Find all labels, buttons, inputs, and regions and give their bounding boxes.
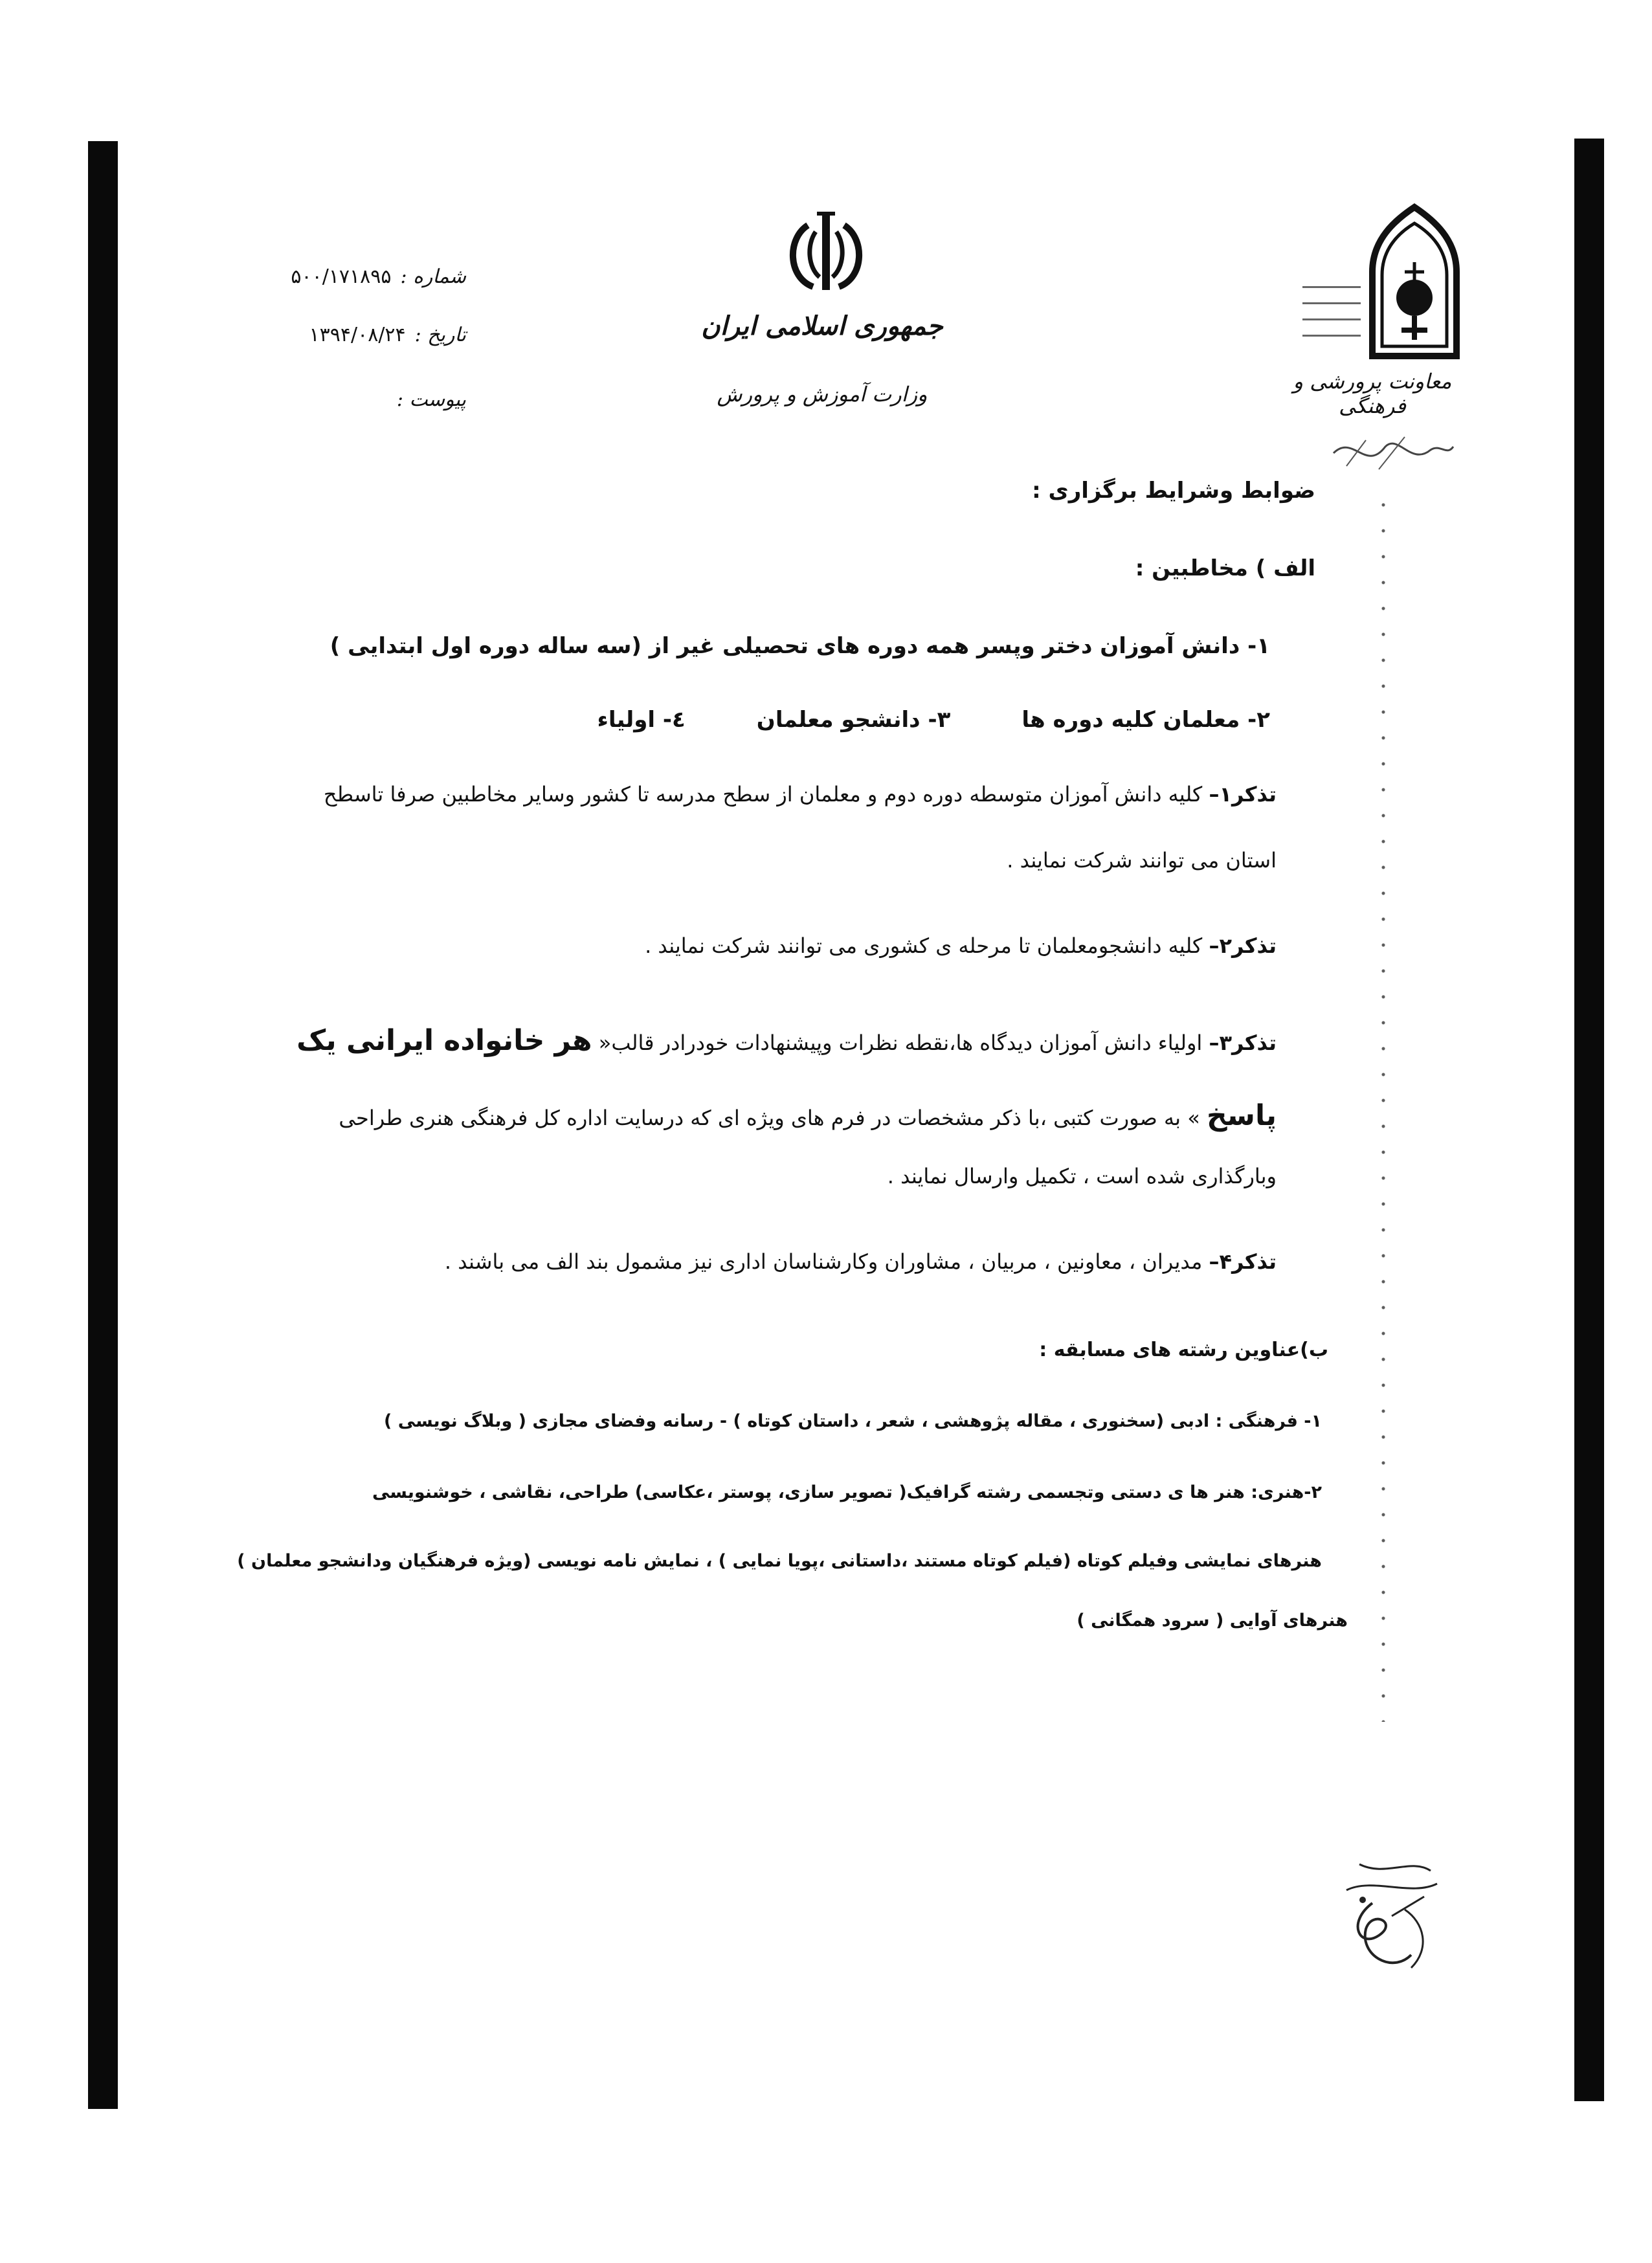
number-value: ۵۰۰/۱۷۱۸۹۵ [291,265,392,288]
letter-number [220,265,466,288]
note-3-line-2: » به صورت کتبی ،با ذکر مشخصات در فرم های ویژه ای که درسایت اداره کل فرهنگی هنری طراحی [339,1106,1200,1130]
note-3-line-1: اولیاء دانش آموزان دیدگاه ها،نقطه نظرات وپیشنهادات خودرادر قالب« [598,1031,1203,1055]
field-art-line-3: هنرهای آوایی ( سرود همگانی ) [1077,1611,1348,1631]
deputy-name: معاونت پرورشی و فرهنگی [1293,369,1452,418]
audience-item-4: ٤- اولیاء [597,707,686,733]
logo-caption-lines [1302,272,1361,351]
date-value: ۱۳۹۴/۰۸/۲۴ [309,324,406,346]
note-2 [176,933,1277,958]
note-1-line-2: استان می توانند شرکت نمایند . [1007,848,1277,873]
letter-attachment [220,388,466,411]
section-b-heading: ب)عناوین رشته های مسابقه : [1039,1339,1328,1361]
note-3-line-2-row [163,1099,1277,1132]
attachment-label: پیوست : [396,388,466,411]
audience-item-1: ۱- دانش آموزان دختر وپسر همه دوره های تحصیلی غیر از (سه ساله دوره اول ابتدایی ) [329,633,1270,659]
note-2-text: کلیه دانشجومعلمان تا مرحله ی کشوری می توانند شرکت نمایند . [645,933,1203,958]
scan-edge-left [88,141,118,2109]
letter-date [220,324,466,346]
field-art-line-1: ۲-هنری: هنر ها ی دستی وتجسمی رشته گرافیک( تصویر سازی، پوستر ،عکاسی) طراحی، نقاشی ، خوشنویسی [372,1482,1322,1502]
document-title: ضوابط وشرایط برگزاری : [1032,478,1315,504]
government-name: جمهوری اسلامی ایران [701,311,943,341]
ministry-name: وزارت آموزش و پرورش [717,382,928,407]
deputy-logo-icon [1366,201,1463,362]
field-cultural: ۱- فرهنگی : ادبی (سخنوری ، مقاله پژوهشی ، شعر ، داستان کوتاه ) - رسانه وفضای مجازی ( وبلاگ نویسی ) [384,1411,1322,1431]
note-3-highlight-1: هر خانواده ایرانی یک [296,1024,592,1057]
note-3-line-3: وبارگذاری شده است ، تکمیل وارسال نمایند . [887,1164,1277,1188]
number-label: شماره : [400,265,466,288]
date-label: تاریخ : [414,324,466,346]
handwritten-signature-icon [1334,1851,1450,1981]
audience-item-3: ۳- دانشجو معلمان [756,707,951,733]
note-1-line-1: کلیه دانش آموزان متوسطه دوره دوم و معلمان از سطح مدرسه تا کشور وسایر مخاطبین صرفا تاسطح [323,782,1203,807]
note-3 [163,1024,1277,1057]
note-3-label: تذکر۳– [1209,1031,1277,1055]
audience-items-row [234,707,1270,733]
section-a-heading: الف ) مخاطبین : [1135,555,1315,581]
note-1 [176,782,1277,807]
note-4-text: مدیران ، معاونین ، مربیان ، مشاوران وکارشناسان اداری نیز مشمول بند الف می باشند . [444,1249,1203,1274]
note-4 [176,1249,1277,1274]
note-2-label: تذکر۲– [1209,933,1277,958]
iran-emblem-icon [774,206,878,303]
scan-edge-right [1574,139,1604,2101]
initials-scribble-icon [1327,427,1457,479]
perforation-dots [1381,492,1385,1722]
note-4-label: تذکر۴– [1209,1249,1277,1274]
field-art-line-2: هنرهای نمایشی وفیلم کوتاه (فیلم کوتاه مستند ،داستانی ،پویا نمایی ) ، نمایش نامه نویسی (ویژه فرهنگیان ودانشجو معلمان ) [237,1551,1322,1571]
audience-item-2: ۲- معلمان کلیه دوره ها [1021,707,1270,733]
note-3-highlight-2: پاسخ [1206,1099,1277,1132]
note-1-label: تذکر۱– [1209,782,1277,807]
